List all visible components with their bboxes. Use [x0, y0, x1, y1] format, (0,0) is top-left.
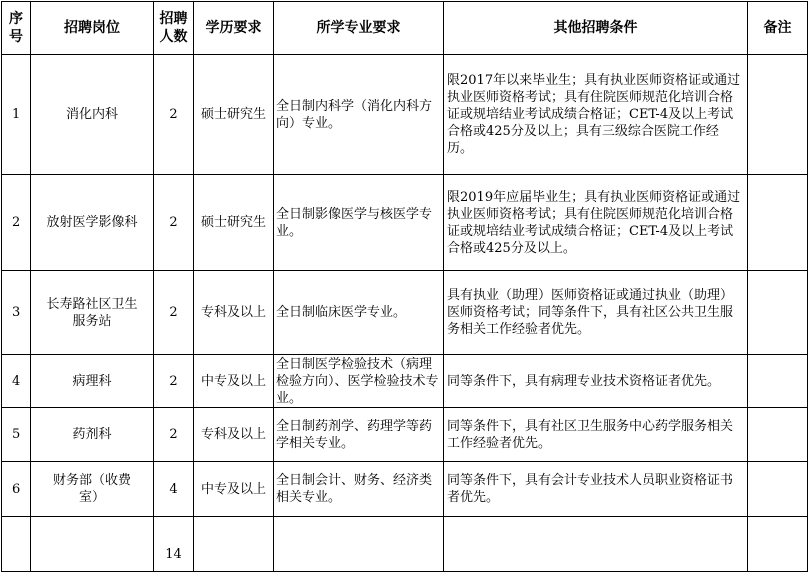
row-seq: 6: [2, 462, 31, 517]
header-remark: 备注: [748, 2, 808, 55]
row-position: 消化内科: [31, 55, 154, 175]
row-education: 专科及以上: [194, 271, 274, 355]
row-major: 全日制会计、财务、经济类相关专业。: [274, 462, 444, 517]
header-row: [2, 2, 808, 55]
row-education: 中专及以上: [194, 462, 274, 517]
row-other: 具有执业（助理）医师资格证或通过执业（助理）医师资格考试；同等条件下，具有社区公共卫生服务相关工作经验者优先。: [444, 271, 748, 355]
row-education: 专科及以上: [194, 408, 274, 462]
row-major: 全日制药剂学、药理学等药学相关专业。: [274, 408, 444, 462]
row-seq: 4: [2, 355, 31, 408]
row-remark: [748, 355, 808, 408]
row-education: 硕士研究生: [194, 175, 274, 271]
row-count: 2: [154, 271, 194, 355]
row-count: 2: [154, 175, 194, 271]
row-education: 中专及以上: [194, 355, 274, 408]
row-seq: 2: [2, 175, 31, 271]
table-row: [2, 408, 808, 462]
row-count: 2: [154, 408, 194, 462]
row-remark: [748, 175, 808, 271]
row-seq: 1: [2, 55, 31, 175]
recruitment-table: [1, 1, 808, 572]
row-remark: [748, 55, 808, 175]
header-other: 其他招聘条件: [444, 2, 748, 55]
row-remark: [748, 271, 808, 355]
table-row: [2, 271, 808, 355]
total-remark: [748, 517, 808, 572]
row-count: 4: [154, 462, 194, 517]
table-row: [2, 355, 808, 408]
total-other: [444, 517, 748, 572]
row-position: 病理科: [31, 355, 154, 408]
total-row: [2, 517, 808, 572]
row-position: 财务部（收费室）: [31, 462, 154, 517]
header-position: 招聘岗位: [31, 2, 154, 55]
header-major: 所学专业要求: [274, 2, 444, 55]
table-row: [2, 175, 808, 271]
row-seq: 3: [2, 271, 31, 355]
row-remark: [748, 408, 808, 462]
total-position: [31, 517, 154, 572]
row-major: 全日制影像医学与核医学专业。: [274, 175, 444, 271]
row-major: 全日制内科学（消化内科方向）专业。: [274, 55, 444, 175]
row-count: 2: [154, 355, 194, 408]
total-seq: [2, 517, 31, 572]
row-major: 全日制临床医学专业。: [274, 271, 444, 355]
row-major: 全日制医学检验技术（病理检验方向）、医学检验技术专业。: [274, 355, 444, 408]
header-count: 招聘人数: [154, 2, 194, 55]
total-count: 14: [154, 517, 194, 572]
total-education: [194, 517, 274, 572]
row-other: 同等条件下，具有会计专业技术人员职业资格证书者优先。: [444, 462, 748, 517]
row-remark: [748, 462, 808, 517]
row-other: 同等条件下，具有病理专业技术资格证者优先。: [444, 355, 748, 408]
row-seq: 5: [2, 408, 31, 462]
row-position: 放射医学影像科: [31, 175, 154, 271]
row-other: 限2017年以来毕业生；具有执业医师资格证或通过执业医师资格考试；具有住院医师规范化培训合格证或规培结业考试成绩合格证；CET-4及以上考试合格或425分及以上；具有三级综合医院工作经历。: [444, 55, 748, 175]
row-position: 药剂科: [31, 408, 154, 462]
total-major: [274, 517, 444, 572]
header-education: 学历要求: [194, 2, 274, 55]
table-row: [2, 55, 808, 175]
header-seq: 序号: [2, 2, 31, 55]
row-other: 限2019年应届毕业生；具有执业医师资格证或通过执业医师资格考试；具有住院医师规范化培训合格证或规培结业考试成绩合格证；CET-4及以上考试合格或425分及以上。: [444, 175, 748, 271]
row-position: 长寿路社区卫生服务站: [31, 271, 154, 355]
row-other: 同等条件下，具有社区卫生服务中心药学服务相关工作经验者优先。: [444, 408, 748, 462]
row-education: 硕士研究生: [194, 55, 274, 175]
table-row: [2, 462, 808, 517]
row-count: 2: [154, 55, 194, 175]
